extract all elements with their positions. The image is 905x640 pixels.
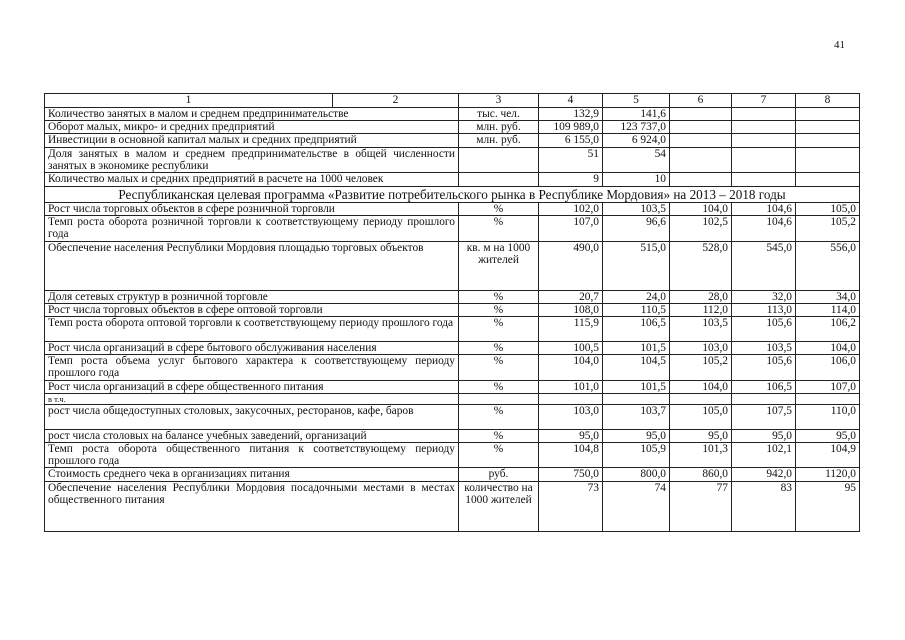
indicator-cell: Темп роста объема услуг бытового характера к соответствующему периоду прошлого года [45, 355, 459, 380]
indicator-cell: Обеспечение населения Республики Мордовия посадочными местами в местах общественного питания [45, 481, 459, 531]
value-cell: 77 [670, 481, 732, 531]
unit-cell: % [459, 429, 539, 442]
value-cell: 100,5 [539, 342, 603, 355]
value-cell: 34,0 [796, 290, 860, 303]
indicator-cell: рост числа столовых на балансе учебных заведений, организаций [45, 429, 459, 442]
value-cell: 104,5 [603, 355, 670, 380]
value-cell: 106,5 [603, 317, 670, 342]
table-row [45, 121, 860, 134]
value-cell: 95,0 [539, 429, 603, 442]
value-cell: 102,0 [539, 203, 603, 216]
table-row [45, 241, 860, 290]
value-cell: 104,6 [732, 203, 796, 216]
table-body [45, 94, 860, 532]
value-cell [732, 134, 796, 147]
value-cell: 101,5 [603, 342, 670, 355]
value-cell [670, 134, 732, 147]
value-cell: 96,6 [603, 216, 670, 241]
value-cell: 103,7 [603, 404, 670, 429]
unit-cell: % [459, 355, 539, 380]
value-cell: 103,5 [670, 317, 732, 342]
value-cell: 24,0 [603, 290, 670, 303]
unit-cell: % [459, 380, 539, 393]
table-row [45, 317, 860, 342]
value-cell [603, 393, 670, 404]
value-cell: 107,0 [796, 380, 860, 393]
indicator-cell: Обеспечение населения Республики Мордовия площадью торговых объектов [45, 241, 459, 290]
unit-cell: % [459, 203, 539, 216]
value-cell: 114,0 [796, 303, 860, 316]
header-cell: 3 [459, 94, 539, 108]
value-cell: 32,0 [732, 290, 796, 303]
table-row [45, 173, 860, 187]
value-cell [796, 393, 860, 404]
value-cell: 104,0 [670, 380, 732, 393]
table-row [45, 134, 860, 147]
value-cell [796, 173, 860, 187]
value-cell: 108,0 [539, 303, 603, 316]
indicator-cell: Стоимость среднего чека в организациях питания [45, 468, 459, 481]
table-row [45, 203, 860, 216]
value-cell: 104,9 [796, 443, 860, 468]
header-cell: 2 [333, 94, 459, 108]
value-cell: 54 [603, 147, 670, 172]
table-row [45, 303, 860, 316]
unit-cell: тыс. чел. [459, 108, 539, 121]
unit-cell: % [459, 303, 539, 316]
value-cell: 105,2 [670, 355, 732, 380]
table-row [45, 290, 860, 303]
unit-cell: кв. м на 1000 жителей [459, 241, 539, 290]
value-cell: 112,0 [670, 303, 732, 316]
unit-cell: % [459, 317, 539, 342]
value-cell: 104,0 [796, 342, 860, 355]
value-cell [732, 147, 796, 172]
value-cell: 115,9 [539, 317, 603, 342]
value-cell: 101,3 [670, 443, 732, 468]
unit-cell: количество на 1000 жителей [459, 481, 539, 531]
value-cell: 105,6 [732, 317, 796, 342]
indicator-cell: Рост числа организаций в сфере бытового обслуживания населения [45, 342, 459, 355]
header-cell: 4 [539, 94, 603, 108]
header-row [45, 94, 860, 108]
value-cell: 103,0 [539, 404, 603, 429]
value-cell: 95,0 [670, 429, 732, 442]
table-row [45, 216, 860, 241]
unit-cell: руб. [459, 468, 539, 481]
value-cell [732, 173, 796, 187]
value-cell: 123 737,0 [603, 121, 670, 134]
table-row [45, 147, 860, 172]
value-cell: 556,0 [796, 241, 860, 290]
value-cell: 104,0 [670, 203, 732, 216]
value-cell [670, 173, 732, 187]
value-cell: 860,0 [670, 468, 732, 481]
unit-cell: % [459, 443, 539, 468]
table-row [45, 393, 860, 404]
value-cell: 103,5 [603, 203, 670, 216]
value-cell: 104,0 [539, 355, 603, 380]
value-cell: 74 [603, 481, 670, 531]
table-row [45, 355, 860, 380]
header-cell: 1 [45, 94, 333, 108]
unit-cell [459, 173, 539, 187]
value-cell: 750,0 [539, 468, 603, 481]
indicator-cell: Темп роста оборота общественного питания к соответствующему периоду прошлого года [45, 443, 459, 468]
value-cell [796, 147, 860, 172]
value-cell [732, 108, 796, 121]
value-cell: 942,0 [732, 468, 796, 481]
indicators-table [44, 93, 860, 532]
value-cell: 103,5 [732, 342, 796, 355]
indicator-cell: в т.ч. [45, 393, 459, 404]
table-row [45, 404, 860, 429]
unit-cell [459, 147, 539, 172]
value-cell: 73 [539, 481, 603, 531]
indicator-cell: Рост числа организаций в сфере общественного питания [45, 380, 459, 393]
indicator-cell: Количество занятых в малом и среднем предпринимательстве [45, 108, 459, 121]
value-cell: 141,6 [603, 108, 670, 121]
value-cell: 95,0 [732, 429, 796, 442]
value-cell: 6 924,0 [603, 134, 670, 147]
value-cell [732, 393, 796, 404]
value-cell: 104,8 [539, 443, 603, 468]
value-cell: 105,0 [670, 404, 732, 429]
value-cell: 515,0 [603, 241, 670, 290]
indicator-cell: Инвестиции в основной капитал малых и средних предприятий [45, 134, 459, 147]
unit-cell: млн. руб. [459, 134, 539, 147]
table-row [45, 429, 860, 442]
value-cell: 9 [539, 173, 603, 187]
value-cell: 28,0 [670, 290, 732, 303]
unit-cell: % [459, 342, 539, 355]
value-cell: 106,5 [732, 380, 796, 393]
table-row [45, 443, 860, 468]
table-row [45, 108, 860, 121]
value-cell: 102,1 [732, 443, 796, 468]
header-cell: 8 [796, 94, 860, 108]
table-row [45, 380, 860, 393]
indicator-cell: Темп роста оборота розничной торговли к соответствующему периоду прошлого года [45, 216, 459, 241]
value-cell: 95,0 [603, 429, 670, 442]
value-cell: 10 [603, 173, 670, 187]
indicator-cell: Рост числа торговых объектов в сфере розничной торговли [45, 203, 459, 216]
page-number: 41 [834, 39, 845, 51]
indicator-cell: Темп роста оборота оптовой торговли к соответствующему периоду прошлого года [45, 317, 459, 342]
table-row [45, 342, 860, 355]
value-cell: 83 [732, 481, 796, 531]
value-cell [670, 108, 732, 121]
header-cell: 7 [732, 94, 796, 108]
value-cell: 490,0 [539, 241, 603, 290]
indicator-cell: Доля занятых в малом и среднем предпринимательстве в общей численности занятых в экономике республики [45, 147, 459, 172]
value-cell: 106,0 [796, 355, 860, 380]
unit-cell: млн. руб. [459, 121, 539, 134]
value-cell: 1120,0 [796, 468, 860, 481]
indicator-cell: Количество малых и средних предприятий в расчете на 1000 человек [45, 173, 459, 187]
value-cell [670, 147, 732, 172]
indicator-cell: рост числа общедоступных столовых, закусочных, ресторанов, кафе, баров [45, 404, 459, 429]
value-cell: 132,9 [539, 108, 603, 121]
value-cell: 105,0 [796, 203, 860, 216]
value-cell: 528,0 [670, 241, 732, 290]
value-cell: 107,5 [732, 404, 796, 429]
indicator-cell: Доля сетевых структур в розничной торговле [45, 290, 459, 303]
value-cell: 103,0 [670, 342, 732, 355]
value-cell: 51 [539, 147, 603, 172]
value-cell [796, 121, 860, 134]
value-cell: 101,5 [603, 380, 670, 393]
value-cell: 101,0 [539, 380, 603, 393]
header-cell: 6 [670, 94, 732, 108]
value-cell: 110,5 [603, 303, 670, 316]
value-cell: 102,5 [670, 216, 732, 241]
unit-cell: % [459, 290, 539, 303]
value-cell [539, 393, 603, 404]
unit-cell [459, 393, 539, 404]
header-cell: 5 [603, 94, 670, 108]
value-cell [670, 393, 732, 404]
value-cell: 106,2 [796, 317, 860, 342]
value-cell: 109 989,0 [539, 121, 603, 134]
value-cell: 107,0 [539, 216, 603, 241]
value-cell [796, 108, 860, 121]
indicator-cell: Рост числа торговых объектов в сфере оптовой торговли [45, 303, 459, 316]
value-cell: 105,6 [732, 355, 796, 380]
value-cell: 105,2 [796, 216, 860, 241]
table-row [45, 468, 860, 481]
value-cell: 105,9 [603, 443, 670, 468]
value-cell: 800,0 [603, 468, 670, 481]
unit-cell: % [459, 216, 539, 241]
section-row [45, 187, 860, 203]
section-title: Республиканская целевая программа «Развитие потребительского рынка в Республике Мордовия» на 2013 – 2018 годы [45, 187, 860, 203]
value-cell: 113,0 [732, 303, 796, 316]
value-cell [732, 121, 796, 134]
value-cell: 95,0 [796, 429, 860, 442]
value-cell [796, 134, 860, 147]
value-cell: 110,0 [796, 404, 860, 429]
table-row [45, 481, 860, 531]
indicator-cell: Оборот малых, микро- и средних предприятий [45, 121, 459, 134]
value-cell: 545,0 [732, 241, 796, 290]
unit-cell: % [459, 404, 539, 429]
value-cell: 104,6 [732, 216, 796, 241]
value-cell: 95 [796, 481, 860, 531]
value-cell: 6 155,0 [539, 134, 603, 147]
value-cell [670, 121, 732, 134]
value-cell: 20,7 [539, 290, 603, 303]
